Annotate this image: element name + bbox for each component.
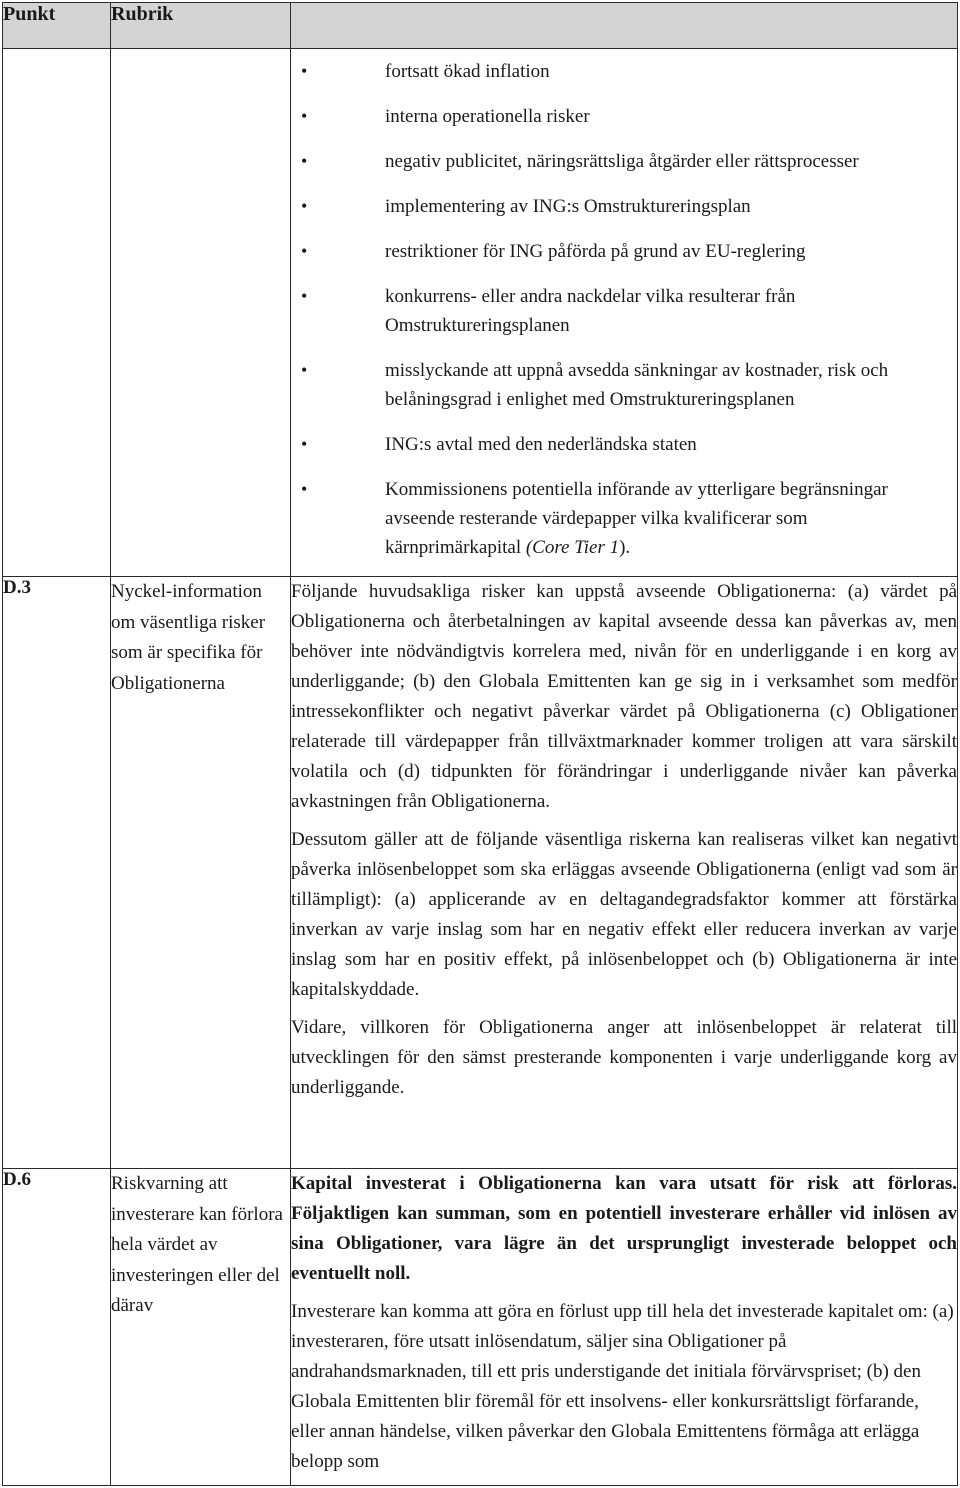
list-item: • misslyckande att uppnå avsedda sänkningar av kostnader, risk och belåningsgrad i enlighet med Omstruktureringsplanen	[291, 356, 947, 414]
d3-paragraph-2: Dessutom gäller att de följande väsentliga riskerna kan realiseras vilket kan negativt påverka inlösenbeloppet som ska erläggas avseende Obligationerna (enligt vad som är tillämpligt): (a) applicerande av en deltagandegradsfaktor kommer att förstärka inverkan av varje inslag som har en negativ effekt eller reducera inverkan av varje inslag som har en positiv effekt, på inlösenbeloppet och (b) Obligationerna är inte kapitalskyddade.	[291, 829, 957, 1000]
bullet-icon: •	[301, 479, 308, 499]
bullet-icon: •	[301, 286, 308, 306]
bullet-icon: •	[301, 151, 308, 171]
d6-paragraph-bold: Kapital investerat i Obligationerna kan vara utsatt för risk att förloras. Följaktligen kan summan, som en potentiell investerare erhåller vid inlösen av sina Obligationer, vara lägre än det ursprungligt investerade beloppet och eventuellt noll.	[291, 1173, 957, 1284]
list-item: • fortsatt ökad inflation	[291, 57, 947, 86]
punkt-cell-empty	[3, 49, 111, 577]
rubrik-cell-empty	[111, 49, 291, 577]
list-item: • Kommissionens potentiella införande av ytterligare begränsningar avseende resterande värdepapper vilka kvalificerar som kärnprimärkapital (Core Tier 1).	[291, 475, 947, 562]
bullet-icon: •	[301, 61, 308, 81]
rubrik-d3: Nyckel-information om väsentliga risker som är specifika för Obligationerna	[111, 577, 291, 1169]
header-rubrik: Rubrik	[111, 3, 291, 49]
risk-bullet-list	[291, 49, 957, 574]
d3-paragraph-3: Vidare, villkoren för Obligationerna anger att inlösenbeloppet är relaterat till utvecklingen för den sämst presterande komponenten i varje underliggande korg av underliggande.	[291, 1017, 957, 1098]
bullet-icon: •	[301, 196, 308, 216]
punkt-d6: D.6	[3, 1169, 111, 1486]
summary-table	[2, 2, 958, 1486]
header-content	[291, 3, 958, 49]
list-item: • interna operationella risker	[291, 102, 947, 131]
content-d3	[291, 577, 958, 1169]
table-row-d6	[3, 1169, 958, 1486]
header-punkt: Punkt	[3, 3, 111, 49]
list-item: • konkurrens- eller andra nackdelar vilka resulterar från Omstruktureringsplanen	[291, 282, 947, 340]
list-item: • negativ publicitet, näringsrättsliga åtgärder eller rättsprocesser	[291, 147, 947, 176]
list-item: • implementering av ING:s Omstruktureringsplan	[291, 192, 947, 221]
d6-paragraph-2: Investerare kan komma att göra en förlust upp till hela det investerade kapitalet om: (a) investeraren, före utsatt inlösendatum, säljer sina Obligationer på andrahandsmarknaden, till ett pris understigande det initiala förvärvspriset; (b) den Globala Emittenten blir föremål för ett insolvens- eller konkursrättsligt förfarande, eller annan händelse, vilken påverkar den Globala Emittentens förmåga att erlägga belopp som	[291, 1301, 954, 1472]
list-item: • ING:s avtal med den nederländska staten	[291, 430, 947, 459]
d3-paragraph-1: Följande huvudsakliga risker kan uppstå avseende Obligationerna: (a) värdet på Obligationerna och återbetalningen av kapital avseende dessa kan påverkas av, men behöver inte nödvändigtvis korrelera med, nivån för en underliggande i en korg av underliggande; (b) den Globala Emittenten kan ge sig in i verksamhet som medför intressekonflikter och negativt påverkar värdet på Obligationerna (c) Obligationer relaterade till värdepapper från tillväxtmarknader kommer troligen att vara särskilt volatila och (d) tidpunkten för förändringar i underliggande nivåer kan påverka avkastningen från Obligationerna.	[291, 581, 957, 812]
risk-list-cell	[291, 49, 958, 577]
table-row-d3	[3, 577, 958, 1169]
bullet-icon: •	[301, 106, 308, 126]
bullet-icon: •	[301, 434, 308, 454]
table-row-risk-continuation	[3, 49, 958, 577]
rubrik-d6: Riskvarning att investerare kan förlora hela värdet av investeringen eller del därav	[111, 1169, 291, 1486]
bullet-icon: •	[301, 241, 308, 261]
bullet-icon: •	[301, 360, 308, 380]
list-item: • restriktioner för ING påförda på grund av EU-reglering	[291, 237, 947, 266]
content-d6	[291, 1169, 958, 1486]
punkt-d3: D.3	[3, 577, 111, 1169]
table-header-row	[3, 3, 958, 49]
